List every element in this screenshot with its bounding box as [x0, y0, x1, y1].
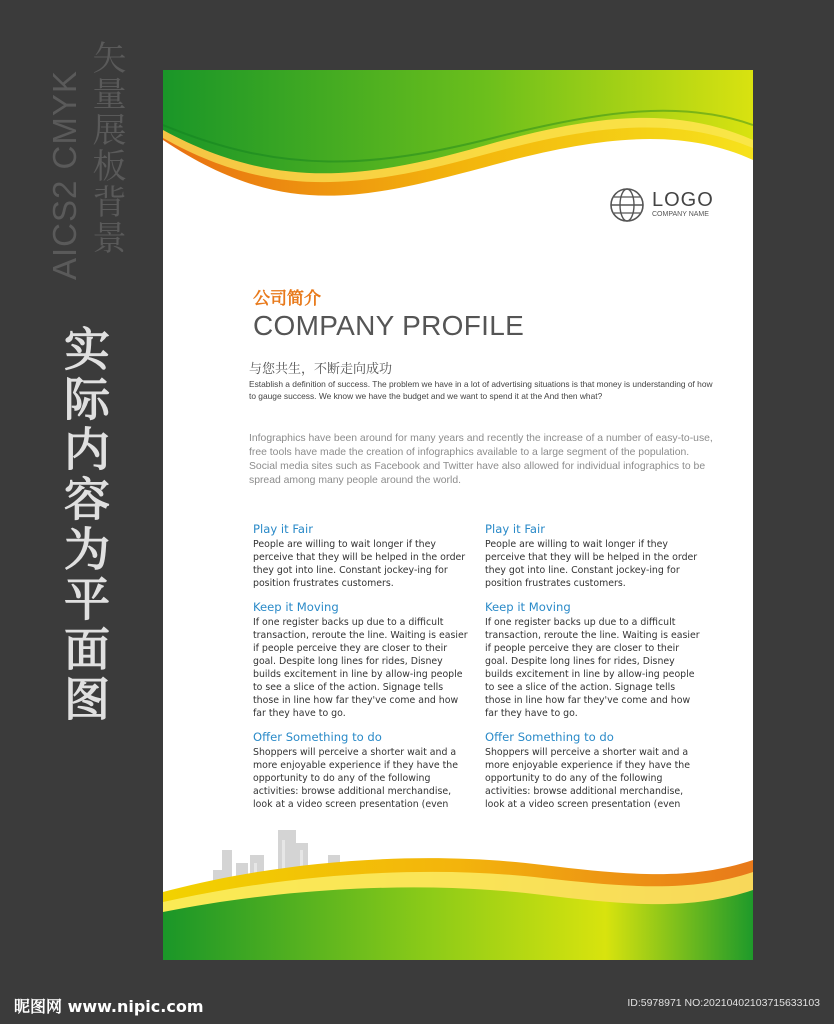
- side-notice-text: 实际内容为平面图: [57, 325, 111, 725]
- logo-title: LOGO: [652, 189, 714, 211]
- section-body: Shoppers will perceive a shorter wait and a more enjoyable experience if they have the opportunity to do any of the following activities: browse additional merchandise, look at a video screen presentation (even: [253, 747, 459, 810]
- globe-icon: [608, 186, 646, 224]
- section-title: Offer Something to do: [485, 730, 614, 744]
- side-cjk-text: 矢量展板背景: [86, 40, 126, 256]
- poster-board: [163, 70, 753, 960]
- section-title: Offer Something to do: [253, 730, 382, 744]
- left-column: [253, 522, 471, 821]
- right-column: [485, 522, 703, 821]
- logo-company-name: COMPANY NAME: [652, 211, 709, 218]
- section-title: Play it Fair: [485, 522, 546, 536]
- section-body: If one register backs up due to a difficult transaction, reroute the line. Waiting is easier if people perceive they are closer to their goal. Despite long lines for rides, Disney builds excitement in line by allow-ing people to see a slice of the action. Signage tells those in line how far they've come and how far they have to go.: [485, 617, 700, 719]
- right-section-3: [485, 730, 703, 811]
- footer-watermark-left: 昵图网 www.nipic.com: [14, 997, 204, 1016]
- right-section-2: [485, 600, 703, 720]
- section-body: People are willing to wait longer if they perceive that they will be helped in the order they got into line. Constant jockey-ing for position frustrates customers.: [253, 539, 466, 589]
- footer-id-text: ID:5978971 NO:20210402103715633103: [627, 997, 820, 1009]
- bottom-wave-graphic: [163, 840, 753, 960]
- heading-chinese: 公司简介: [253, 289, 321, 309]
- side-vertical-text: [48, 40, 138, 280]
- heading-english: COMPANY PROFILE: [253, 310, 525, 341]
- slogan: 与您共生，不断走向成功: [249, 362, 393, 377]
- section-title: Play it Fair: [253, 522, 314, 536]
- section-body: Shoppers will perceive a shorter wait and a more enjoyable experience if they have the opportunity to do any of the following activities: browse additional merchandise, look at a video screen presentation (even: [485, 747, 691, 810]
- section-body: If one register backs up due to a difficult transaction, reroute the line. Waiting is easier if people perceive they are closer to their goal. Despite long lines for rides, Disney builds excitement in line by allow-ing people to see a slice of the action. Signage tells those in line how far they've come and how far they have to go.: [253, 617, 468, 719]
- right-section-1: [485, 522, 703, 590]
- left-section-2: [253, 600, 471, 720]
- description-paragraph: Infographics have been around for many years and recently the increase of a number of easy-to-use, free tools have made the creation of infographics available to a large segment of the population. Social media sites such as Facebook and Twitter have also allowed for individual infographics to be spread among many people around the world.: [249, 433, 713, 486]
- side-latin-text: AICS2 CMYK: [46, 70, 83, 280]
- left-section-1: [253, 522, 471, 590]
- section-title: Keep it Moving: [253, 600, 339, 614]
- section-body: People are willing to wait longer if they perceive that they will be helped in the order they got into line. Constant jockey-ing for position frustrates customers.: [485, 539, 698, 589]
- logo-block: [608, 186, 714, 224]
- intro-paragraph: Establish a definition of success. The problem we have in a lot of advertising situations is that money is understanding of how to gauge success. We know we have the budget and we want to spend it at the And then what?: [249, 379, 713, 401]
- left-section-3: [253, 730, 471, 811]
- section-title: Keep it Moving: [485, 600, 571, 614]
